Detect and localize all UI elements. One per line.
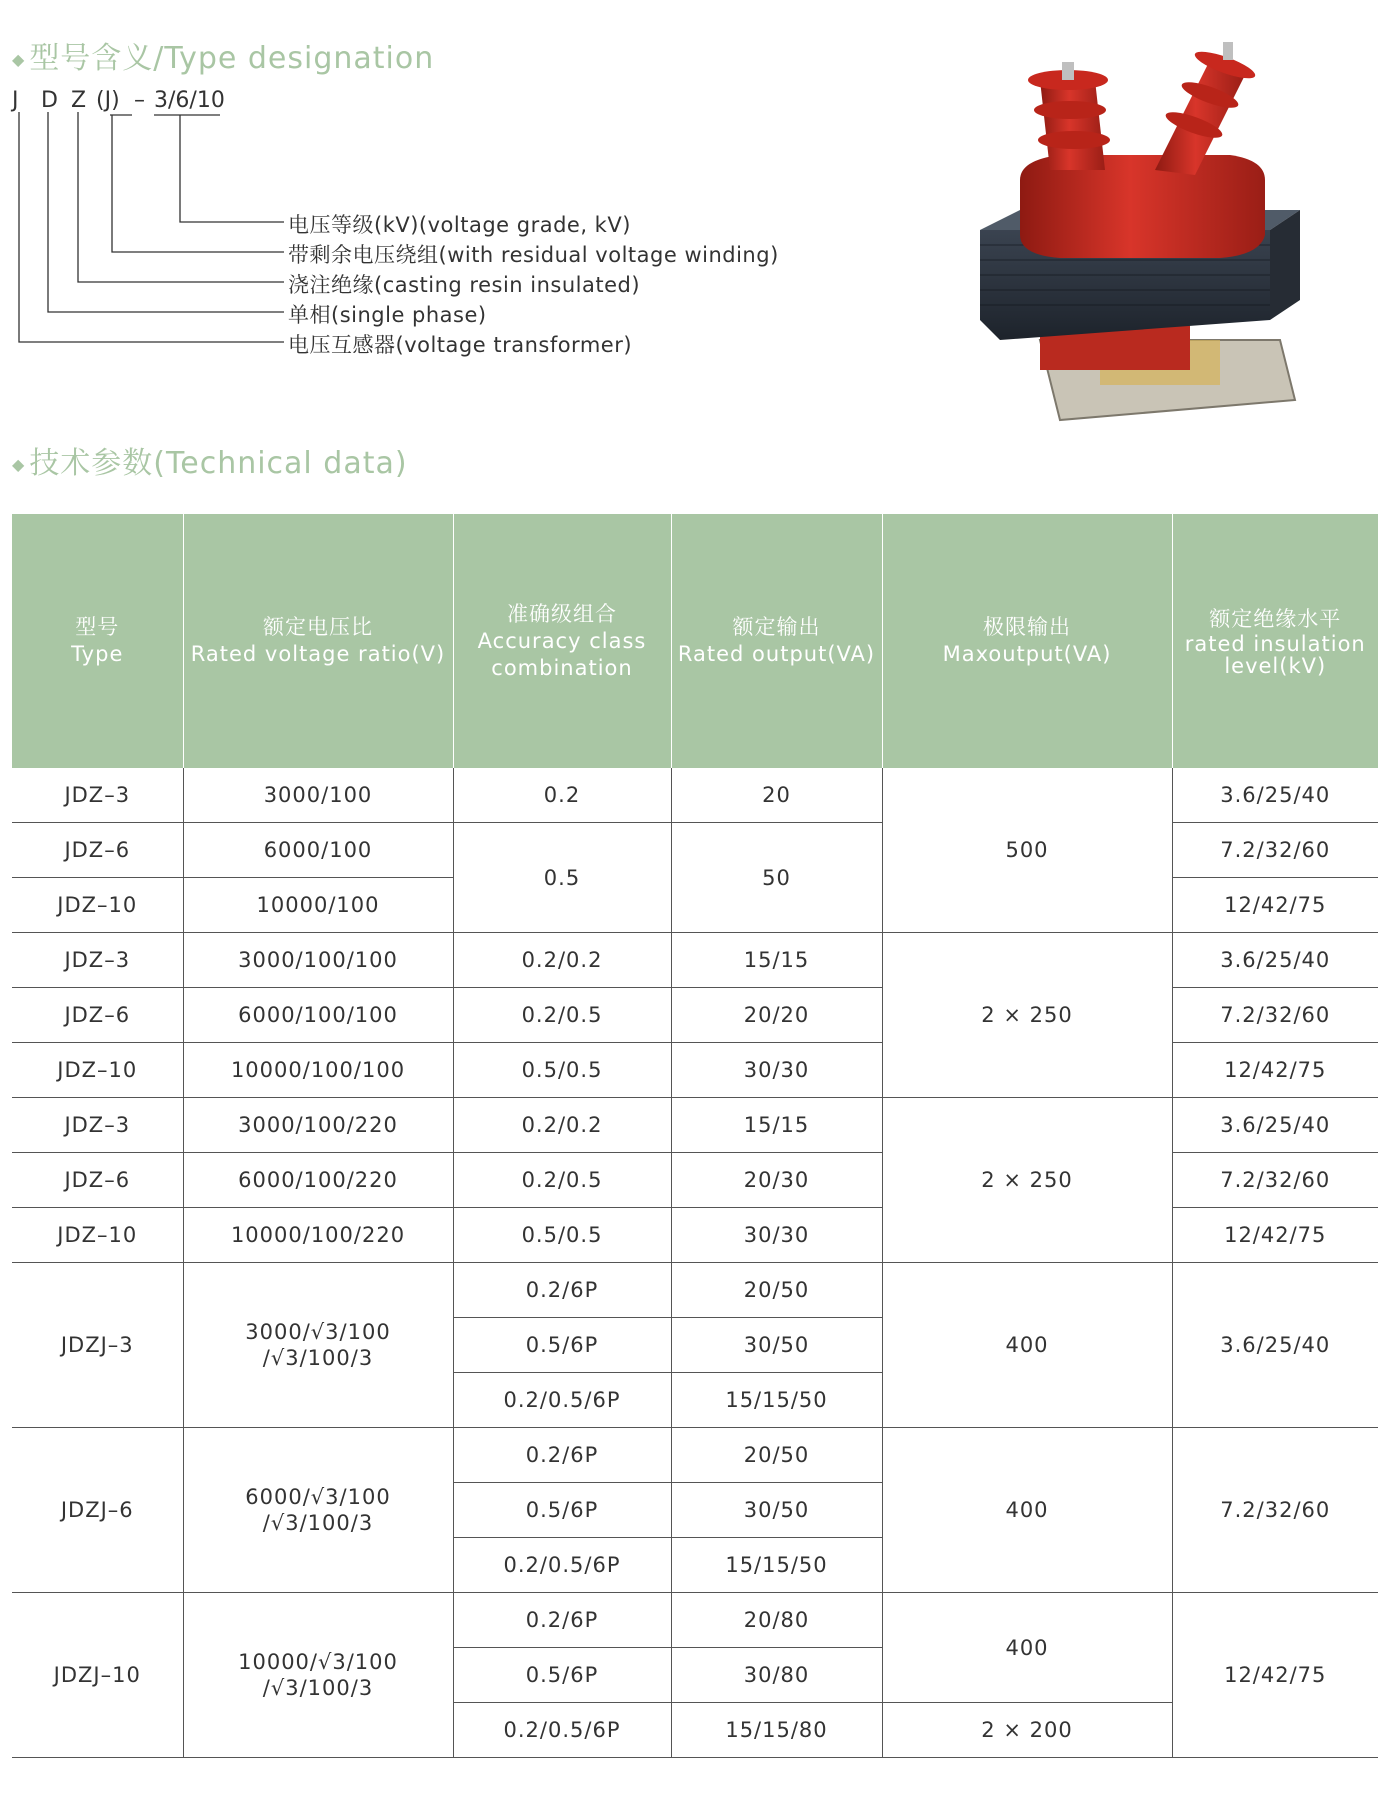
output-cell: 50 — [671, 823, 882, 933]
accuracy-cell: 0.5/0.5 — [453, 1208, 671, 1263]
output-cell: 15/15 — [671, 933, 882, 988]
technical-section-title — [12, 438, 408, 482]
label-voltage-grade: 电压等级(kV)(voltage grade, kV) — [288, 213, 631, 237]
accuracy-cell: 0.5 — [453, 823, 671, 933]
accuracy-cell: 0.2/0.5/6P — [453, 1373, 671, 1428]
header-rated-voltage-ratio: 额定电压比 Rated voltage ratio(V) — [183, 514, 453, 768]
insulation-cell: 3.6/25/40 — [1172, 1098, 1378, 1153]
accuracy-cell: 0.2/6P — [453, 1593, 671, 1648]
ratio-cell: 10000/100/100 — [183, 1043, 453, 1098]
accuracy-cell: 0.5/0.5 — [453, 1043, 671, 1098]
accuracy-cell: 0.2/0.5/6P — [453, 1703, 671, 1758]
table-row — [12, 1428, 1378, 1483]
accuracy-cell: 0.2/6P — [453, 1263, 671, 1318]
output-cell: 30/30 — [671, 1208, 882, 1263]
ratio-cell — [183, 1593, 453, 1758]
insulation-cell: 12/42/75 — [1172, 878, 1378, 933]
ratio-line-2: /√3/100/3 — [262, 1676, 374, 1700]
header-type: 型号 Type — [12, 514, 183, 768]
ratio-cell — [183, 1263, 453, 1428]
max-output-cell: 400 — [882, 1428, 1172, 1593]
output-cell: 15/15/50 — [671, 1373, 882, 1428]
label-casting-resin: 浇注绝缘(casting resin insulated) — [288, 273, 641, 297]
type-cell: JDZ–10 — [12, 1043, 183, 1098]
table-row — [12, 933, 1378, 988]
accuracy-cell: 0.2/0.2 — [453, 1098, 671, 1153]
ratio-cell: 6000/100 — [183, 823, 453, 878]
table-row — [12, 768, 1378, 823]
technical-title-text: 技术参数(Technical data) — [29, 446, 408, 481]
ratio-cell: 3000/100/100 — [183, 933, 453, 988]
label-single-phase: 单相(single phase) — [288, 303, 487, 327]
accuracy-cell: 0.5/6P — [453, 1318, 671, 1373]
table-row — [12, 988, 1378, 1043]
output-cell: 20/50 — [671, 1428, 882, 1483]
type-cell: JDZJ–3 — [12, 1263, 183, 1428]
ratio-line-1: 3000/√3/100 — [245, 1320, 391, 1344]
accuracy-cell: 0.2 — [453, 768, 671, 823]
table-row — [12, 1593, 1378, 1648]
ratio-line-1: 6000/√3/100 — [245, 1485, 391, 1509]
accuracy-cell: 0.2/6P — [453, 1428, 671, 1483]
insulation-cell: 7.2/32/60 — [1172, 1428, 1378, 1593]
type-cell: JDZ–3 — [12, 768, 183, 823]
output-cell: 15/15 — [671, 1098, 882, 1153]
accuracy-cell: 0.2/0.5 — [453, 1153, 671, 1208]
type-cell: JDZ–3 — [12, 1098, 183, 1153]
diamond-bullet-icon: ◆ — [12, 455, 26, 474]
label-residual-winding: 带剩余电压绕组(with residual voltage winding) — [288, 243, 779, 267]
table-row — [12, 1153, 1378, 1208]
output-cell: 30/50 — [671, 1483, 882, 1538]
accuracy-cell: 0.5/6P — [453, 1648, 671, 1703]
ratio-cell: 6000/100/100 — [183, 988, 453, 1043]
type-cell: JDZ–3 — [12, 933, 183, 988]
type-cell: JDZ–10 — [12, 878, 183, 933]
insulation-cell: 7.2/32/60 — [1172, 988, 1378, 1043]
type-cell: JDZ–6 — [12, 1153, 183, 1208]
ratio-cell: 10000/100/220 — [183, 1208, 453, 1263]
insulation-cell: 7.2/32/60 — [1172, 1153, 1378, 1208]
technical-data-table — [12, 514, 1378, 1758]
insulation-cell: 3.6/25/40 — [1172, 1263, 1378, 1428]
code-letter-j-optional: (J) — [96, 88, 120, 113]
accuracy-cell: 0.2/0.5/6P — [453, 1538, 671, 1593]
insulation-cell: 3.6/25/40 — [1172, 933, 1378, 988]
ratio-line-2: /√3/100/3 — [262, 1511, 374, 1535]
code-letter-z: Z — [71, 88, 87, 113]
insulation-cell: 3.6/25/40 — [1172, 768, 1378, 823]
insulation-cell: 12/42/75 — [1172, 1208, 1378, 1263]
type-cell: JDZJ–10 — [12, 1593, 183, 1758]
accuracy-cell: 0.5/6P — [453, 1483, 671, 1538]
insulation-cell: 12/42/75 — [1172, 1043, 1378, 1098]
diamond-bullet-icon: ◆ — [12, 50, 26, 69]
header-insulation-level: 额定绝缘水平 rated insulation level(kV) — [1172, 514, 1378, 768]
output-cell: 30/50 — [671, 1318, 882, 1373]
ratio-line-1: 10000/√3/100 — [238, 1650, 398, 1674]
output-cell: 20/50 — [671, 1263, 882, 1318]
code-letter-j: J — [12, 88, 19, 113]
header-max-output: 极限输出 Maxoutput(VA) — [882, 514, 1172, 768]
output-cell: 20 — [671, 768, 882, 823]
accuracy-cell: 0.2/0.5 — [453, 988, 671, 1043]
table-row — [12, 823, 1378, 878]
ratio-line-2: /√3/100/3 — [262, 1346, 374, 1370]
table-row — [12, 1043, 1378, 1098]
code-voltage: 3/6/10 — [154, 88, 225, 113]
ratio-cell: 10000/100 — [183, 878, 453, 933]
table-row — [12, 1263, 1378, 1318]
table-header-row — [12, 514, 1378, 768]
max-output-cell: 2 × 200 — [882, 1703, 1172, 1758]
ratio-cell: 6000/100/220 — [183, 1153, 453, 1208]
output-cell: 30/30 — [671, 1043, 882, 1098]
header-accuracy-class: 准确级组合 Accuracy class combination — [453, 514, 671, 768]
code-letter-d: D — [41, 88, 58, 113]
type-cell: JDZJ–6 — [12, 1428, 183, 1593]
max-output-cell: 2 × 250 — [882, 1098, 1172, 1263]
ratio-cell: 3000/100 — [183, 768, 453, 823]
output-cell: 15/15/50 — [671, 1538, 882, 1593]
output-cell: 20/20 — [671, 988, 882, 1043]
code-dash: – — [134, 88, 145, 113]
voltage-transformer-image — [980, 40, 1320, 430]
label-voltage-transformer: 电压互感器(voltage transformer) — [288, 333, 633, 357]
type-cell: JDZ–6 — [12, 823, 183, 878]
type-cell: JDZ–6 — [12, 988, 183, 1043]
accuracy-cell: 0.2/0.2 — [453, 933, 671, 988]
output-cell: 30/80 — [671, 1648, 882, 1703]
ratio-cell — [183, 1428, 453, 1593]
table-row — [12, 1208, 1378, 1263]
max-output-cell: 400 — [882, 1263, 1172, 1428]
output-cell: 20/80 — [671, 1593, 882, 1648]
designation-title-text: 型号含义/Type designation — [29, 41, 435, 76]
insulation-cell: 12/42/75 — [1172, 1593, 1378, 1758]
header-rated-output: 额定输出 Rated output(VA) — [671, 514, 882, 768]
max-output-cell: 2 × 250 — [882, 933, 1172, 1098]
table-row — [12, 1098, 1378, 1153]
type-cell: JDZ–10 — [12, 1208, 183, 1263]
output-cell: 20/30 — [671, 1153, 882, 1208]
max-output-cell: 400 — [882, 1593, 1172, 1703]
ratio-cell: 3000/100/220 — [183, 1098, 453, 1153]
output-cell: 15/15/80 — [671, 1703, 882, 1758]
insulation-cell: 7.2/32/60 — [1172, 823, 1378, 878]
max-output-cell: 500 — [882, 768, 1172, 933]
